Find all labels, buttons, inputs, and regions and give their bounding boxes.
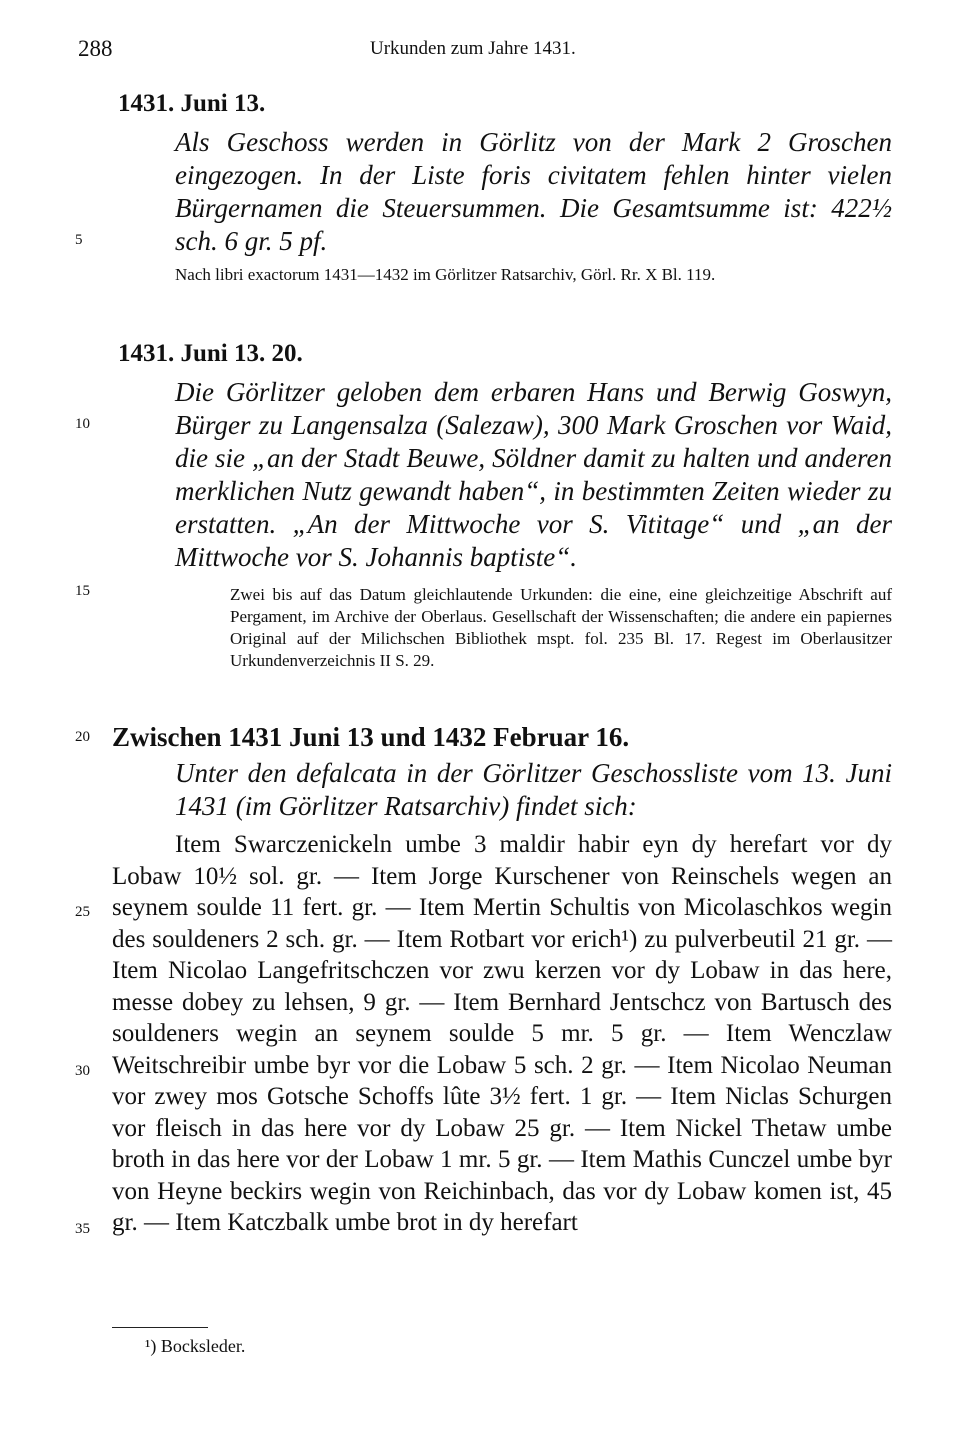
line-number: 10 [75,416,90,432]
entry-1431-juni-13-20 [112,340,892,672]
line-number: 15 [75,583,90,599]
entry-regest: Als Geschoss werden in Görlitz von der Mark 2 Groschen eingezogen. In der Liste foris civitatem fehlen hinter vielen Bürgernamen die Steuersummen. Die Gesamtsumme ist: 422½ sch. 6 gr. 5 pf. [175,127,892,256]
page-number: 288 [78,36,113,61]
line-number: 25 [75,904,90,920]
footnote: ¹) Bocksleder. [145,1336,246,1356]
entry-1431-1432 [112,722,892,1239]
running-title: Urkunden zum Jahre 1431. [370,38,576,59]
entry-date: 1431. Juni 13. [118,90,266,117]
running-head [78,36,900,66]
entry-regest: Die Görlitzer geloben dem erbaren Hans und Berwig Goswyn, Bürger zu Langensalza (Salezaw), 300 Mark Groschen vor Waid, die sie „an der Stadt Beuwe, Söldner damit zu halten und anderen merklichen Nutz gewandt haben“, in bestimmten Zeiten wieder zu erstatten. „An der Mittwoche vor S. Vititage“ und „an der Mittwoche vor S. Johannis baptiste“. [175,377,892,572]
entry-1431-juni-13 [112,90,892,286]
entry-date: Zwischen 1431 Juni 13 und 1432 Februar 16. [112,722,630,752]
entry-regest: Unter den defalcata in der Görlitzer Geschossliste vom 13. Juni 1431 (im Görlitzer Ratsarchiv) findet sich: [175,758,892,821]
entry-source-note: Zwei bis auf das Datum gleichlautende Urkunden: die eine, eine gleichzeitige Abschrift auf Pergament, im Archive der Oberlaus. Gesellschaft der Wissenschaften; die andere ein papiernes Original auf der Milichschen Bibliothek mspt. fol. 235 Bl. 17. Regest im Oberlausitzer Urkundenverzeichnis II S. 29. [230,585,892,670]
entry-text: Item Swarczenickeln umbe 3 maldir habir eyn dy herefart vor dy Lobaw 10½ sol. gr. — Item Jorge Kurschener von Reinschels wegen an seynem soulde 11 fert. gr. — Item Mertin Schultis von Micolaschkos wegin des souldeners 2 sch. gr. — Item Rotbart vor erich¹) zu pulverbeutil 21 gr. — Item Nicolao Langefritschczen vor zwu kerzen vor dy Lobaw in das here, messe dobey zu lehsen, 9 gr. — Item Bernhard Jentschcz von Bartusch des souldeners wegin an seynem soulde 5 mr. 5 gr. — Item Wenczlaw Weitschreibir umbe byr vor die Lobaw 5 sch. 2 gr. — Item Nicolao Neuman vor zwey mos Gotsche Schoffs lûte 3½ fert. 1 gr. — Item Niclas Schurgen vor fleisch in das here vor dy Lobaw 25 gr. — Item Nickel Thetaw umbe broth in das here vor der Lobaw 1 mr. 5 gr. — Item Mathis Cunczel umbe byr von Heyne beckirs wegin von Reichinbach, das vor dy Lobaw komen ist, 45 gr. — Item Katczbalk umbe brot in dy herefart [112,831,892,1236]
line-number: 20 [75,729,90,745]
line-number: 30 [75,1063,90,1079]
line-number: 35 [75,1221,90,1237]
entry-source-note: Nach libri exactorum 1431—1432 im Görlitzer Ratsarchiv, Görl. Rr. X Bl. 119. [175,265,716,284]
footnote-rule [112,1327,208,1328]
entry-date: 1431. Juni 13. 20. [118,340,303,367]
line-number: 5 [75,232,83,248]
